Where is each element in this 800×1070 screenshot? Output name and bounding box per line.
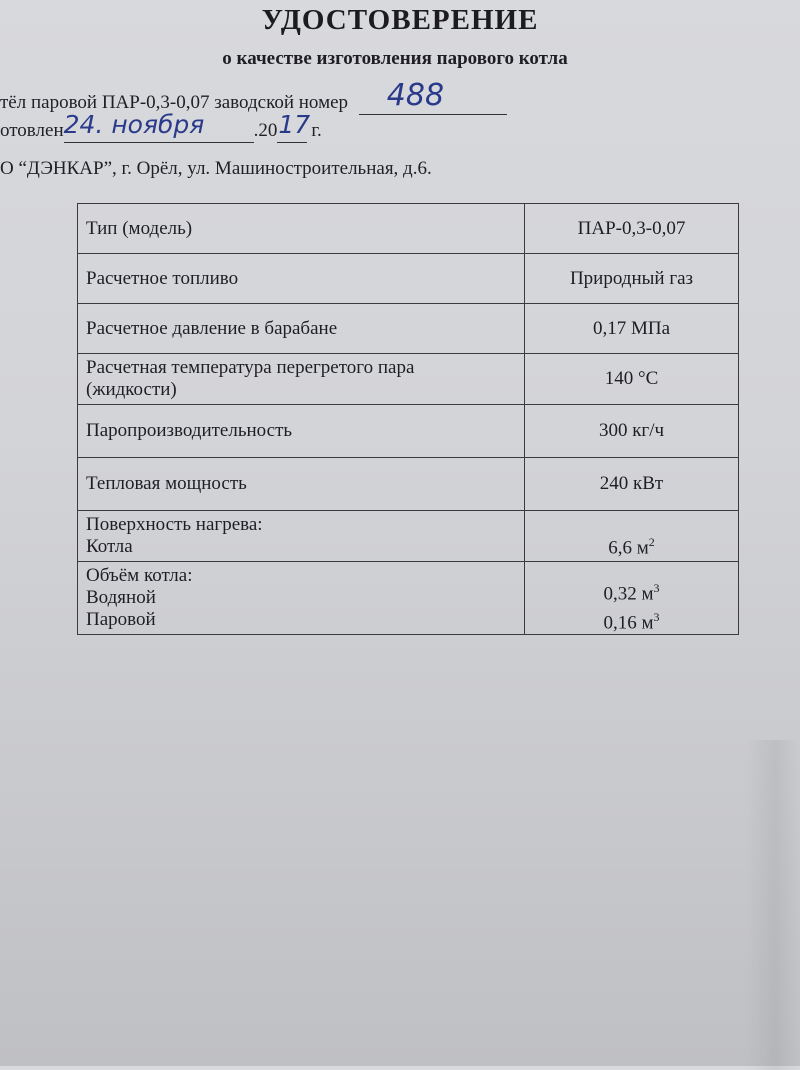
table-row	[78, 458, 739, 511]
date-handwritten: 24. ноября	[63, 110, 205, 139]
heating-surface-sub: Котла	[86, 536, 133, 557]
table-row	[78, 204, 739, 254]
param-line: (жидкости)	[86, 379, 177, 400]
table-row	[78, 254, 739, 304]
superscript: 3	[653, 581, 660, 596]
superscript: 3	[653, 609, 660, 624]
paper-fold-shadow	[745, 740, 800, 1070]
value-cell: Природный газ	[525, 254, 739, 304]
param-cell	[78, 562, 525, 635]
heating-surface-label: Поверхность нагрева:	[86, 514, 263, 535]
serial-number-handwritten: 488	[386, 78, 445, 113]
param-cell	[78, 354, 525, 405]
param-cell: Тепловая мощность	[78, 458, 525, 511]
steam-volume-row	[533, 606, 730, 634]
manufactured-label: отовлен	[0, 120, 64, 141]
param-cell: Паропроизводительность	[78, 405, 525, 458]
boiler-spec-table	[77, 203, 739, 635]
table-row	[78, 354, 739, 405]
param-cell: Расчетное давление в барабане	[78, 304, 525, 354]
value-cell: 240 кВт	[525, 458, 739, 511]
steam-volume-value: 0,16 м	[603, 612, 654, 633]
param-cell	[78, 511, 525, 562]
water-volume-label: Водяной	[86, 587, 156, 608]
value-cell	[525, 511, 739, 562]
value-cell: 0,17 МПа	[525, 304, 739, 354]
param-line: Расчетная температура перегретого пара	[86, 357, 415, 378]
volume-values	[533, 577, 730, 634]
manufacturer-address: О “ДЭНКАР”, г. Орёл, ул. Машиностроительная, д.6.	[0, 158, 432, 179]
serial-number-blank	[359, 78, 507, 115]
date-blank	[63, 110, 254, 143]
water-volume-value: 0,32 м	[603, 583, 654, 605]
param-cell: Тип (модель)	[78, 204, 525, 254]
table-row	[78, 304, 739, 354]
superscript: 2	[648, 534, 655, 549]
boiler-model-text: тёл паровой ПАР-0,3-0,07 заводской номер	[0, 92, 349, 113]
value-cell: 140 °C	[525, 354, 739, 405]
year-suffix: г.	[311, 120, 322, 141]
manufacture-date-line	[0, 110, 322, 143]
table-row	[78, 511, 739, 562]
value-cell: ПАР-0,3-0,07	[525, 204, 739, 254]
param-cell: Расчетное топливо	[78, 254, 525, 304]
document-subtitle: о качестве изготовления парового котла	[222, 48, 568, 69]
year-handwritten: 17	[278, 110, 311, 139]
volume-label: Объём котла:	[86, 565, 193, 586]
table-row	[78, 562, 739, 635]
heating-surface-value: 6,6 м	[608, 537, 649, 558]
value-cell	[525, 562, 739, 635]
year-blank	[277, 110, 311, 143]
table-row	[78, 405, 739, 458]
value-cell: 300 кг/ч	[525, 405, 739, 458]
water-volume-row	[533, 577, 730, 605]
document-title: УДОСТОВЕРЕНИЕ	[261, 4, 539, 36]
steam-volume-label: Паровой	[86, 609, 156, 630]
year-prefix: .20	[253, 120, 278, 141]
